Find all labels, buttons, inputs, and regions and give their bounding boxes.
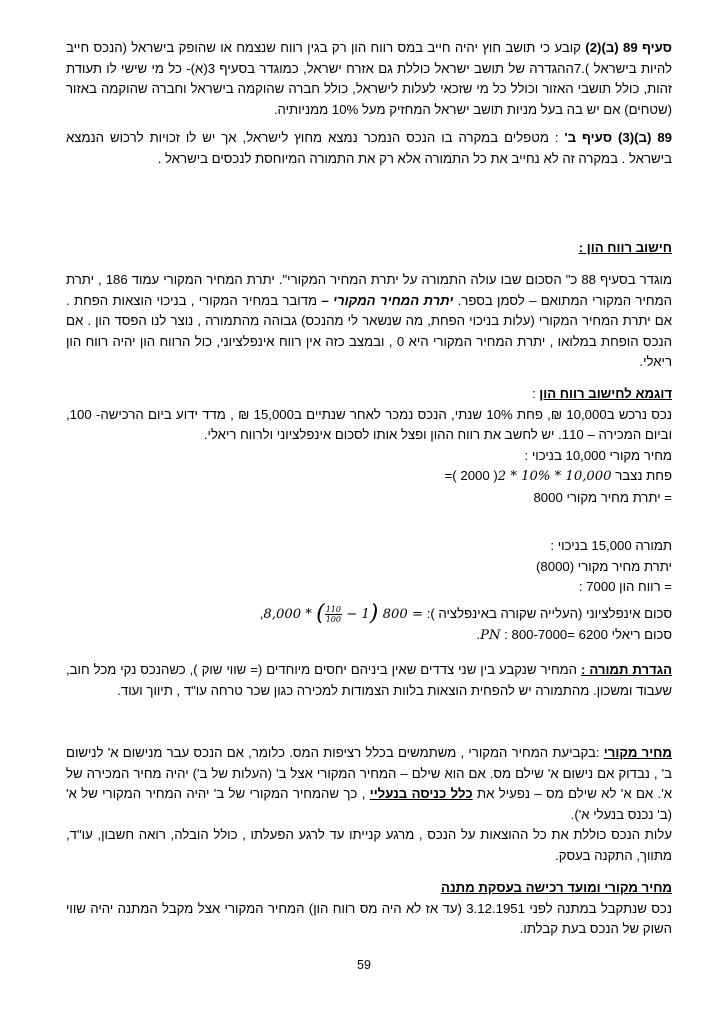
capital-gain-text-2: מדובר במחיר המקורי , בניכוי הוצאות הפחת . אם יתרת המחיר המקורי (עלות בניכוי הפחת, מה שנשאר לי מהנכס) גבוהה מהתמורה , נוצר לנו הפסד הון . אם הנכס הופחת במלואו , יתרת המחיר המקורי היא 0 , ובמצב כזה אין רווח אינפלציוני, כול הרווח הון יהיה רווח הון ריאלי. — [66, 292, 672, 370]
original-price-section — [66, 743, 672, 867]
example-description: נכס נרכש ב10,000 ₪, פחת 10% שנתי, הנכס נמכר לאחר שנתיים ב15,000 ₪ , מדד ידוע ביום הרכישה- 100, וביום המכירה – 110. יש לחשב את רווח ההון ופצל אותו לסכום אינפלציוני ולרווח ריאלי. — [66, 406, 672, 443]
inflation-line — [66, 600, 672, 626]
inflation-times: 8,000 * — [263, 606, 317, 622]
section-89b3-paragraph — [66, 128, 672, 169]
real-calc: : 800-7000= 6200. — [476, 627, 608, 643]
inflation-result: 800 = — [382, 606, 424, 622]
inflation-label: סכום אינפלציוני (העלייה שקורה באינפלציה ): — [426, 605, 672, 621]
capital-gain-heading: חישוב רווח הון : — [578, 240, 672, 255]
consideration-term: הגדרת תמורה : — [580, 662, 672, 677]
depreciation-label: פחת נצבר — [611, 468, 672, 484]
depreciation-result: =( 2000 ) — [444, 468, 498, 484]
example-remaining-line: = יתרת מחיר מקורי 8000 — [533, 489, 672, 505]
real-pn: PN — [480, 628, 501, 644]
inflation-trail: , — [259, 605, 264, 621]
right-paren: ) — [369, 600, 379, 626]
gain-line: = רווח הון 7000 : — [578, 579, 672, 595]
original-price-text-2: , כך שהמחיר המקורי של ב' יהיה המחיר המקורי של א' (ב' נכנס בנעלי א'). — [66, 786, 672, 822]
section-89b2-text: קובע כי תושב חוץ יהיה חייב במס רווח הון רק בגין רווח שנצמח או שהופק בישראל (הנכס חייב להיות בישראל ).7ההגדרה של תושב ישראל כוללת גם אזרח ישראל, כמוגדר בסעיף 3(א)- כל מי שישי לו תעודת זהות, כולל תושבי האזור וכולל כל מי שזכאי לעלות לישראל, כולל חברה שהוקמה בישראל וחברה שהוקמה באזור (שטחים) אם יש בה בעל מניות תושב ישראל המחזיק מעל 10% ממניותיה. — [66, 40, 672, 117]
fraction-numerator: 110 — [325, 604, 341, 614]
section-89b2-label: סעיף 89 (ב)(2) — [585, 40, 673, 55]
consideration-paragraph — [66, 660, 672, 701]
gift-paragraph: נכס שנתקבל במתנה לפני 3.12.1951 (עד אז לא היה מס רווח הון) המחיר המקורי אצל מקבל המתנה יהיה שווי השוק של הנכס בעת קבלתו. — [66, 900, 672, 937]
depreciation-formula: 2 * 10% * 10,000 — [497, 469, 612, 485]
section-89b2 — [66, 38, 672, 120]
example-depreciation-line — [66, 466, 672, 488]
section-89b3-label: 89 (ב)(3) סעיף ב' — [564, 130, 672, 145]
fraction-denominator: 100 — [325, 614, 341, 624]
remaining-paren-line: יתרת מחיר מקורי (8000) — [536, 558, 672, 574]
page-number: 59 — [357, 958, 371, 972]
section-89b3-text: : מטפלים במקרה בו הנכס הנמכר נמצא מחוץ לישראל, אך יש לו זכויות לרכוש הנמצא בישראל . במקרה זה לא נחייב את כל התמורה אלא רק את התמורה המיוחסת לנכסים בישראל . — [66, 130, 672, 166]
original-price-text-1: :בקביעת המחיר המקורי , משתמשים בכלל רציפות המס. כלומר, אם הנכס עבר מנישום א' לנישום ב' , נבדוק אם נישום א' שילם מס. אם הוא שילם – המחיר המקורי אצל ב' (העלות של ב') יהיה מחיר המכירה של א'. אם א' לא שילם מס – נפעיל את — [66, 745, 673, 802]
example-heading-row — [66, 384, 672, 405]
real-label: סכום ריאלי — [607, 627, 672, 643]
section-89b2-paragraph — [66, 38, 672, 120]
left-paren: ( — [316, 600, 325, 626]
inflation-formula — [263, 600, 424, 626]
original-price-term: מחיר מקורי — [603, 745, 672, 760]
index-fraction — [325, 605, 342, 624]
section-89b3 — [66, 128, 672, 169]
gift-section — [66, 878, 672, 940]
real-line — [66, 625, 672, 647]
capital-gain-text-1: מוגדר בסעיף 88 כ" הסכום שבו עולה התמורה על יתרת המחיר המקורי". יתרת המחיר המקורי עמוד 186 , יתרת המחיר המקורי המתואם – לסמן בספר. — [66, 272, 673, 308]
capital-gain-definition — [66, 270, 672, 373]
original-price-paragraph — [66, 743, 672, 825]
example-heading-suffix: : — [531, 386, 540, 401]
step-in-shoes-term: כלל כניסה בנעליי — [369, 786, 473, 802]
example-section — [66, 384, 672, 509]
consideration-line: תמורה 15,000 בניכוי : — [550, 538, 672, 553]
consideration-text: המחיר שנקבע בין שני צדדים שאין ביניהם יחסים מיוחדים (= שווי שוק ), כשהנכס נקי מכל חוב, שעבוד ומשכון. מהתמורה יש להפחית הוצאות בלוות הצמודות למכירה כגון שכר טרחה עו"ד , תיווך ועוד. — [66, 662, 672, 698]
example-consideration-block — [66, 536, 672, 647]
inflation-minus: − 1 — [341, 606, 370, 622]
consideration-definition — [66, 660, 672, 701]
asset-cost-paragraph: עלות הנכס כוללת את כל ההוצאות על הנכס , מרגע קנייתו עד לרגע הפעלתו , כולל הובלה, רואה חשבון, עו"ד, מתווך, התקנה בעסק. — [66, 827, 672, 863]
gift-heading: מחיר מקורי ומועד רכישה בעסקת מתנה — [441, 880, 672, 895]
capital-gain-section — [66, 238, 672, 259]
remaining-original-price-term: יתרת המחיר המקורי – — [321, 292, 454, 308]
example-heading: דוגמא לחישוב רווח הון — [539, 386, 672, 401]
example-cost-line: מחיר מקורי 10,000 בניכוי : — [524, 447, 672, 463]
capital-gain-paragraph — [66, 270, 672, 373]
